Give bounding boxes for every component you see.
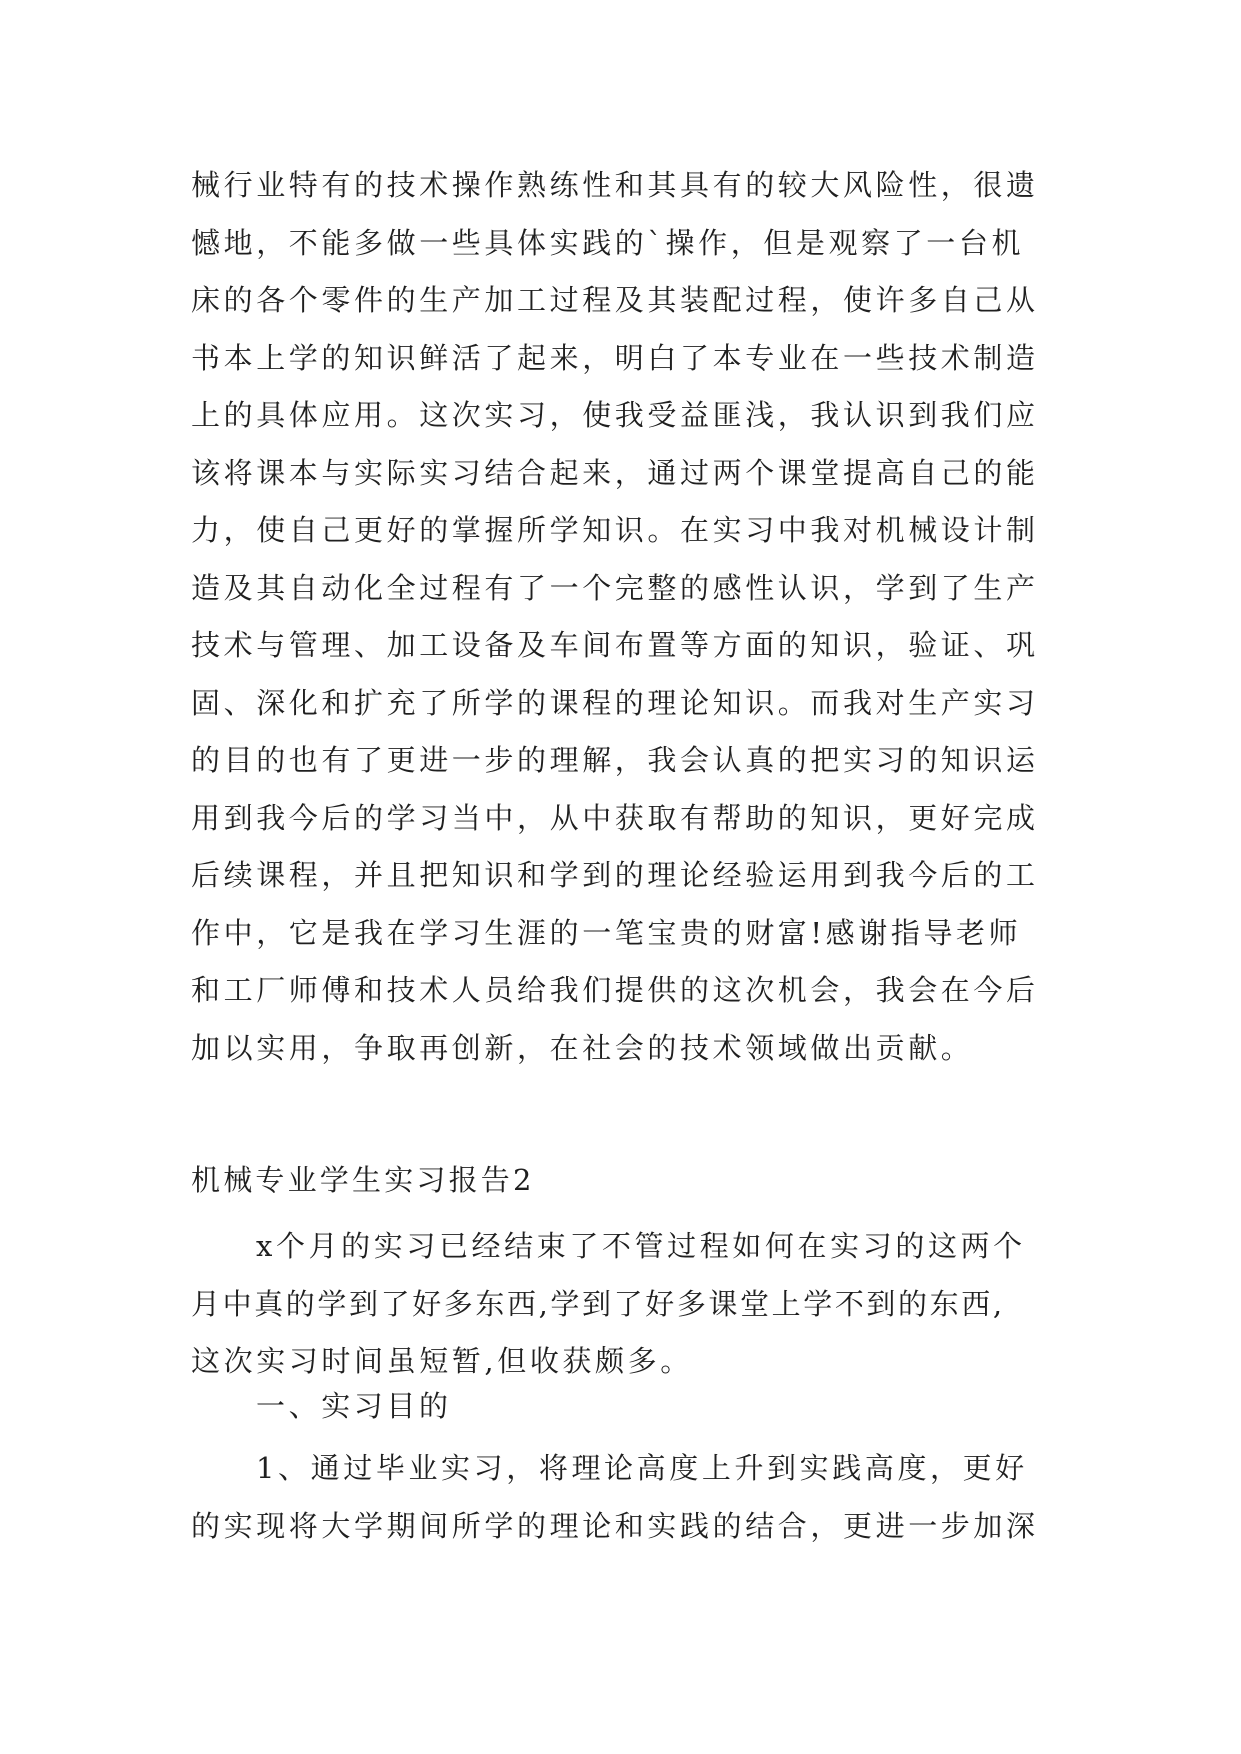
text-line: 的目的也有了更进一步的理解，我会认真的把实习的知识运 <box>191 743 1039 777</box>
report-title: 机械专业学生实习报告2 <box>191 1163 535 1197</box>
text-line: 月中真的学到了好多东西,学到了好多课堂上学不到的东西, <box>191 1286 1005 1321</box>
text-line: 该将课本与实际实习结合起来，通过两个课堂提高自己的能 <box>191 455 1039 490</box>
paragraph-intro <box>191 1218 1051 1391</box>
text-line: 上的具体应用。这次实习，使我受益匪浅，我认识到我们应 <box>191 398 1039 432</box>
text-line: 这次实习时间虽短暂,但收获颇多。 <box>191 1344 693 1378</box>
text-line: 技术与管理、加工设备及车间布置等方面的知识，验证、巩 <box>191 628 1039 662</box>
text-line: 作中，它是我在学习生涯的一笔宝贵的财富!感谢指导老师 <box>191 915 1022 950</box>
paragraph-purpose <box>191 1440 1051 1555</box>
text-line: 固、深化和扩充了所学的课程的理论知识。而我对生产实习 <box>191 685 1039 720</box>
text-line: 和工厂师傅和技术人员给我们提供的这次机会，我会在今后 <box>191 973 1039 1007</box>
text-line: 械行业特有的技术操作熟练性和其具有的较大风险性，很遗 <box>191 168 1039 202</box>
text-line: 憾地，不能多做一些具体实践的`操作，但是观察了一台机 <box>191 225 1025 260</box>
section-heading: 一、实习目的 <box>256 1389 452 1423</box>
text-line: 后续课程，并且把知识和学到的理论经验运用到我今后的工 <box>191 858 1039 892</box>
paragraph-conclusion <box>191 157 1051 1077</box>
text-line: 造及其自动化全过程有了一个完整的感性认识，学到了生产 <box>191 570 1039 605</box>
text-line: 的实现将大学期间所学的理论和实践的结合，更进一步加深 <box>191 1508 1039 1543</box>
text-line: 书本上学的知识鲜活了起来，明白了本专业在一些技术制造 <box>191 340 1039 375</box>
text-line: 床的各个零件的生产加工过程及其装配过程，使许多自己从 <box>191 283 1039 317</box>
text-line: 加以实用，争取再创新，在社会的技术领域做出贡献。 <box>191 1030 974 1065</box>
text-line: x个月的实习已经结束了不管过程如何在实习的这两个 <box>256 1229 1026 1263</box>
text-line: 用到我今后的学习当中，从中获取有帮助的知识，更好完成 <box>191 800 1039 835</box>
section-heading-block <box>191 1378 1051 1436</box>
text-line: 1、通过毕业实习，将理论高度上升到实践高度，更好 <box>256 1451 1028 1485</box>
text-line: 力，使自己更好的掌握所学知识。在实习中我对机械设计制 <box>191 513 1039 547</box>
